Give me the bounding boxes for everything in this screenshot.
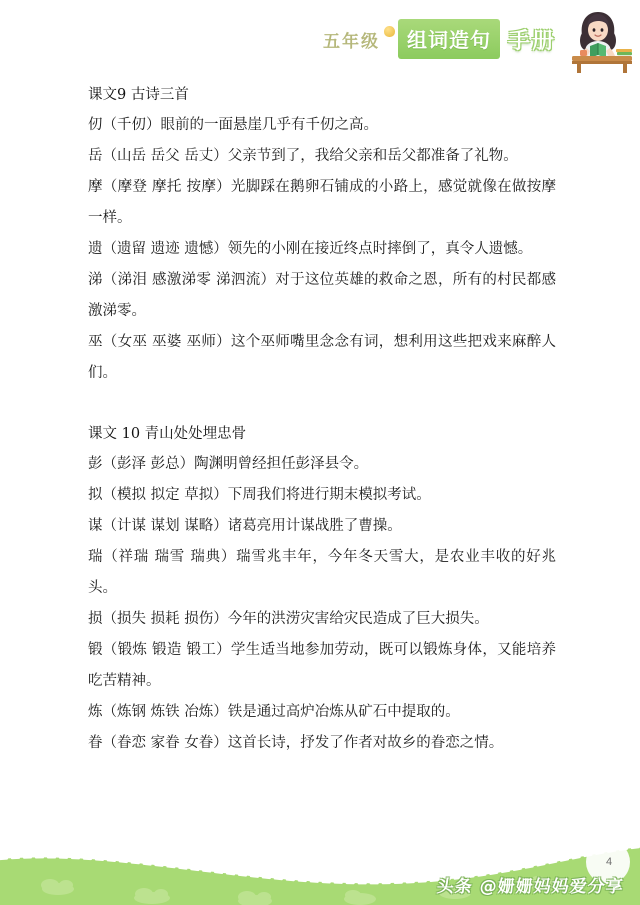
page-footer bbox=[0, 843, 640, 905]
vocabulary-entry: 谋（计谋 谋划 谋略）诸葛亮用计谋战胜了曹操。 bbox=[88, 518, 402, 534]
vocabulary-entry: 巫（女巫 巫婆 巫师）这个巫师嘴里念念有词，想利用这些把戏来麻醉人们。 bbox=[88, 334, 556, 381]
section-title: 课文 10 青山处处埋忠骨 bbox=[88, 426, 247, 442]
vocabulary-entry: 锻（锻炼 锻造 锻工）学生适当地参加劳动，既可以锻炼身体，又能培养吃苦精神。 bbox=[88, 642, 556, 689]
vocabulary-entry: 炼（炼钢 炼铁 冶炼）铁是通过高炉冶炼从矿石中提取的。 bbox=[88, 704, 460, 720]
manual-label: 手册 bbox=[507, 28, 556, 54]
vocabulary-entry: 瑞（祥瑞 瑞雪 瑞典）瑞雪兆丰年，今年冬天雪大，是农业丰收的好兆头。 bbox=[88, 549, 556, 596]
vocabulary-entry: 摩（摩登 摩托 按摩）光脚踩在鹅卵石铺成的小路上，感觉就像在做按摩一样。 bbox=[88, 179, 556, 226]
vocabulary-entry: 岳（山岳 岳父 岳丈）父亲节到了，我给父亲和岳父都准备了礼物。 bbox=[88, 148, 518, 164]
lesson-section-9 bbox=[88, 80, 556, 389]
vocabulary-entry: 仞（千仞）眼前的一面悬崖几乎有千仞之高。 bbox=[88, 117, 378, 133]
lesson-section-10 bbox=[88, 419, 556, 759]
topic-label: 组词造句 bbox=[406, 28, 491, 52]
vocabulary-entry: 涕（涕泪 感激涕零 涕泗流）对于这位英雄的救命之恩，所有的村民都感激涕零。 bbox=[88, 272, 556, 319]
header-banner bbox=[323, 6, 638, 72]
vocabulary-entry: 拟（模拟 拟定 草拟）下周我们将进行期末模拟考试。 bbox=[88, 487, 431, 503]
vocabulary-entry: 彭（彭泽 彭总）陶渊明曾经担任彭泽县令。 bbox=[88, 456, 369, 472]
bell-icon bbox=[384, 26, 395, 37]
vocabulary-entry: 遗（遗留 遗迹 遗憾）领先的小刚在接近终点时摔倒了，真令人遗憾。 bbox=[88, 241, 533, 257]
vocabulary-entry: 眷（眷恋 家眷 女眷）这首长诗，抒发了作者对故乡的眷恋之情。 bbox=[88, 735, 504, 751]
watermark-text: 头条 @姗姗妈妈爱分享 bbox=[435, 877, 625, 897]
topic-badge bbox=[398, 19, 500, 59]
girl-reading-at-desk-illustration bbox=[560, 5, 638, 73]
grade-label: 五年级 bbox=[322, 31, 380, 52]
page-number: 4 bbox=[605, 856, 613, 868]
section-title: 课文9 古诗三首 bbox=[88, 87, 189, 103]
document-body bbox=[88, 80, 556, 759]
vocabulary-entry: 损（损失 损耗 损伤）今年的洪涝灾害给灾民造成了巨大损失。 bbox=[88, 611, 489, 627]
page-header bbox=[0, 0, 640, 78]
